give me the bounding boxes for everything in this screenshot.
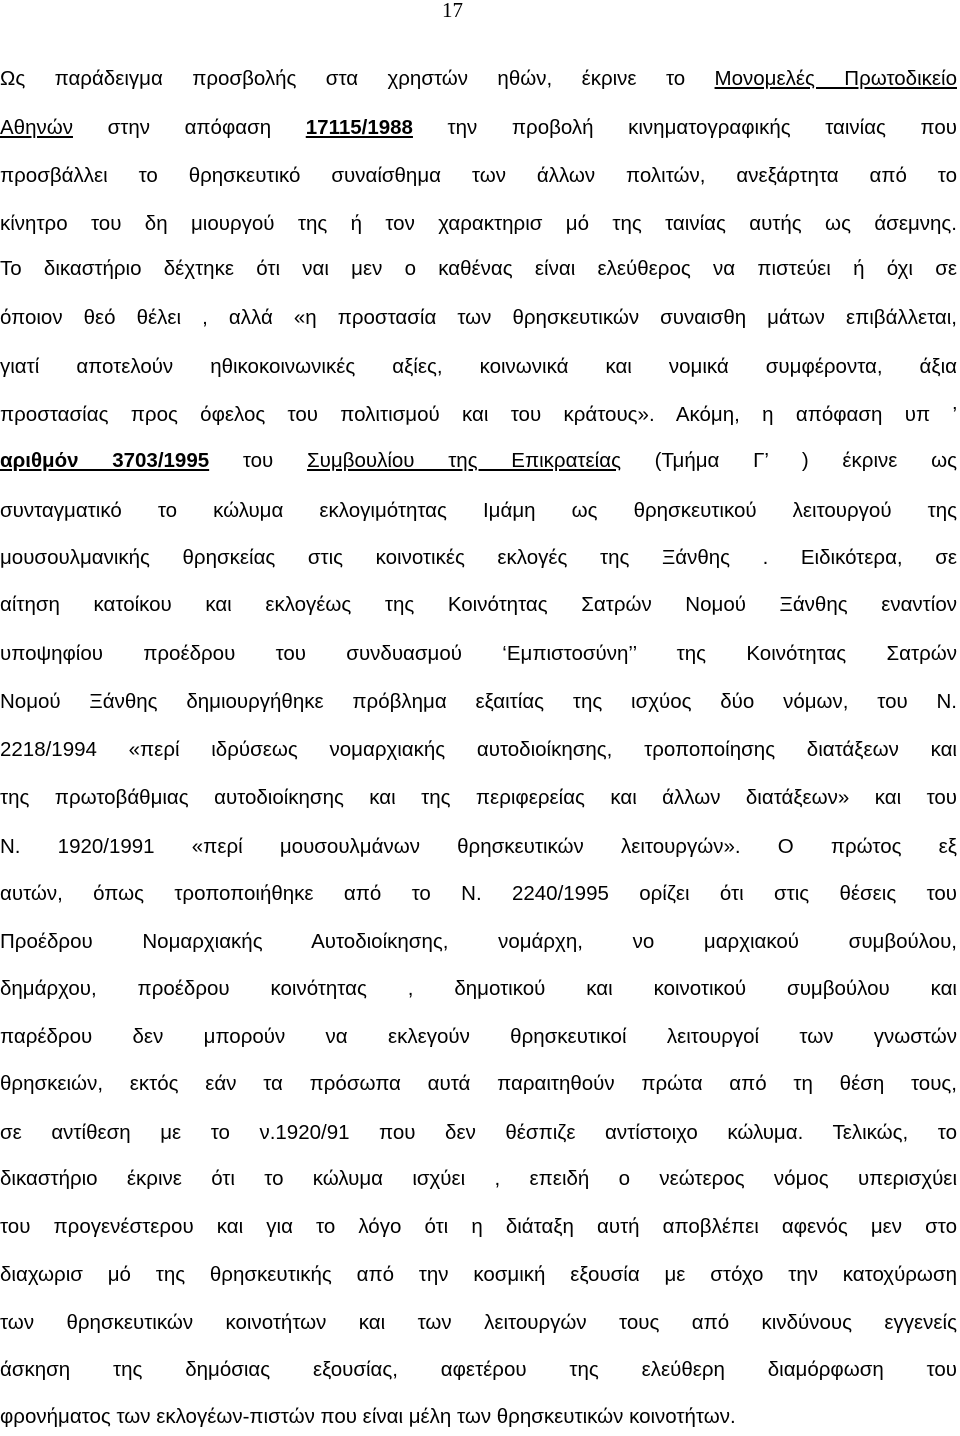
text-segment: γιατί αποτελούν ηθικοκοινωνικές αξίες, κοινωνικά και νομικά συμφέροντα, άξια xyxy=(0,355,957,378)
text-segment: συνταγματικό το κώλυμα εκλογιμότητας Ιμάμη ως θρησκευτικού λειτουργού της xyxy=(0,499,957,522)
text-segment: Προέδρου Νομαρχιακής Αυτοδιοίκησης, νομάρχη, νο μαρχιακού συμβούλου, xyxy=(0,930,957,953)
text-segment: (Τμήμα Γ’ ) έκρινε ως xyxy=(620,449,957,472)
text-line xyxy=(0,590,957,620)
text-segment: του προγενέστερου και για το λόγο ότι η διάταξη αυτή αποβλέπει αφενός μεν στο xyxy=(0,1215,957,1238)
text-segment: δικαστήριο έκρινε ότι το κώλυμα ισχύει , επειδή ο νεώτερος νόμος υπερισχύει xyxy=(0,1167,957,1190)
text-line xyxy=(0,496,957,526)
text-segment: σε αντίθεση με το ν.1920/91 που δεν θέσπιζε αντίστοιχο κώλυμα. Τελικώς, το xyxy=(0,1121,957,1144)
text-line xyxy=(0,974,957,1004)
text-line xyxy=(0,1355,957,1385)
text-line xyxy=(0,1212,957,1242)
text-segment: διαχωρισ μό της θρησκευτικής από την κοσμική εξουσία με στόχο την κατοχύρωση xyxy=(0,1263,957,1286)
underlined-text: 17115/1988 xyxy=(305,116,413,139)
text-segment: Ν. 1920/1991 «περί μουσουλμάνων θρησκευτικών λειτουργών». Ο πρώτος εξ xyxy=(0,835,957,858)
text-line xyxy=(0,446,957,476)
underlined-text: αριθμόν 3703/1995 xyxy=(0,449,210,472)
underlined-text: Συμβουλίου της Επικρατείας xyxy=(306,449,621,472)
text-segment: προσβάλλει το θρησκευτικό συναίσθημα των άλλων πολιτών, ανεξάρτητα από το xyxy=(0,164,957,187)
text-line xyxy=(0,879,957,909)
text-line xyxy=(0,783,957,813)
text-segment: προστασίας προς όφελος του πολιτισμού και του κράτους». Ακόμη, η απόφαση υπ ’ xyxy=(0,403,957,426)
text-segment: όποιον θεό θέλει , αλλά «η προστασία των θρησκευτικών συναισθη μάτων επιβάλλεται, xyxy=(0,306,957,329)
text-line xyxy=(0,543,957,573)
text-segment: Νομού Ξάνθης δημιουργήθηκε πρόβλημα εξαιτίας της ισχύος δύο νόμων, του Ν. xyxy=(0,690,957,713)
text-segment: υποψηφίου προέδρου του συνδυασμού ‘Εμπιστοσύνη’’ της Κοινότητας Σατρών xyxy=(0,642,957,665)
text-segment: Το δικαστήριο δέχτηκε ότι ναι μεν ο καθένας είναι ελεύθερος να πιστεύει ή όχι σε xyxy=(0,257,957,280)
text-segment: παρέδρου δεν μπορούν να εκλεγούν θρησκευτικοί λειτουργοί των γνωστών xyxy=(0,1025,957,1048)
text-segment: την προβολή κινηματογραφικής ταινίας που xyxy=(412,116,957,139)
text-line xyxy=(0,400,957,430)
text-line xyxy=(0,209,957,239)
text-line xyxy=(0,832,957,862)
text-segment: της πρωτοβάθμιας αυτοδιοίκησης και της περιφερείας και άλλων διατάξεων» και του xyxy=(0,786,957,809)
text-segment: θρησκειών, εκτός εάν τα πρόσωπα αυτά παραιτηθούν πρώτα από τη θέση τους, xyxy=(0,1072,957,1095)
text-segment: των θρησκευτικών κοινοτήτων και των λειτουργών τους από κινδύνους εγγενείς xyxy=(0,1311,957,1334)
text-segment: αυτών, όπως τροποποιήθηκε από το Ν. 2240/1995 ορίζει ότι στις θέσεις του xyxy=(0,882,957,905)
text-line xyxy=(0,113,957,143)
text-segment: αίτηση κατοίκου και εκλογέως της Κοινότητας Σατρών Νομού Ξάνθης εναντίον xyxy=(0,593,957,616)
text-line xyxy=(0,927,957,957)
text-segment: κίνητρο του δη μιουργού της ή τον χαρακτηρισ μό της ταινίας αυτής ως άσεμνης. xyxy=(0,212,957,235)
text-line xyxy=(0,1308,957,1338)
underlined-text: Μονομελές Πρωτοδικείο xyxy=(714,67,957,90)
underlined-text: Αθηνών xyxy=(0,116,73,139)
text-line xyxy=(0,64,957,94)
text-line xyxy=(0,303,957,333)
text-line xyxy=(0,1069,957,1099)
text-segment: Ως παράδειγμα προσβολής στα χρηστών ηθών, έκρινε το xyxy=(0,67,715,90)
text-line xyxy=(0,161,957,191)
text-line xyxy=(0,735,957,765)
text-line xyxy=(0,1118,957,1148)
text-segment: στην απόφαση xyxy=(72,116,306,139)
text-line xyxy=(0,1260,957,1290)
text-line xyxy=(0,352,957,382)
text-line xyxy=(0,687,957,717)
text-line xyxy=(0,254,957,284)
text-segment: μουσουλμανικής θρησκείας στις κοινοτικές εκλογές της Ξάνθης . Ειδικότερα, σε xyxy=(0,546,957,569)
text-line xyxy=(0,1022,957,1052)
text-line xyxy=(0,1164,957,1194)
text-segment: 2218/1994 «περί ιδρύσεως νομαρχιακής αυτοδιοίκησης, τροποποίησης διατάξεων και xyxy=(0,738,957,761)
text-line xyxy=(0,639,957,669)
text-segment: φρονήματος των εκλογέων-πιστών που είναι μέλη των θρησκευτικών κοινοτήτων. xyxy=(0,1405,736,1428)
page-number: 17 xyxy=(442,0,463,22)
text-segment: άσκηση της δημόσιας εξουσίας, αφετέρου της ελεύθερη διαμόρφωση του xyxy=(0,1358,957,1381)
text-segment: του xyxy=(209,449,307,472)
text-segment: δημάρχου, προέδρου κοινότητας , δημοτικού και κοινοτικού συμβούλου και xyxy=(0,977,957,1000)
text-line xyxy=(0,1402,957,1432)
